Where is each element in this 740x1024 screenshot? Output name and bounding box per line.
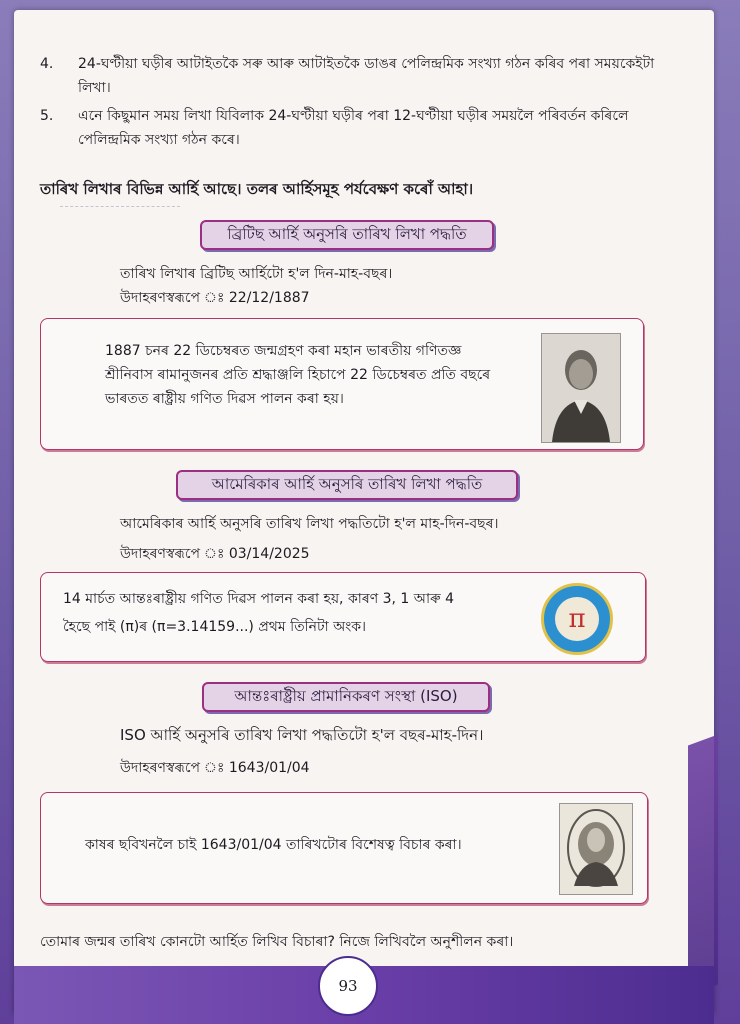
portrait-icon: [542, 334, 620, 442]
section-heading-american: আমেৰিকাৰ আৰ্হি অনুসৰি তাৰিখ লিখা পদ্ধতি: [176, 470, 518, 500]
iso-example: উদাহৰণস্বৰূপে ঃ 1643/01/04: [120, 760, 310, 776]
item-text: 24-ঘণ্টীয়া ঘড়ীৰ আটাইতকৈ সৰু আৰু আটাইতকৈ ডাঙৰ পেলিন্দ্ৰমিক সংখ্যা গঠন কৰিব পৰা সময়কেইটা লিখা।: [78, 56, 655, 96]
section-heading-british: ব্ৰিটিছ আৰ্হি অনুসৰি তাৰিখ লিখা পদ্ধতি: [200, 220, 494, 250]
british-line-1: তাৰিখ লিখাৰ ব্ৰিটিছ আৰ্হিটো হ'ল দিন-মাহ-বছৰ।: [120, 266, 393, 282]
card-text: 1887 চনৰ 22 ডিচেম্বৰত জন্মগ্ৰহণ কৰা মহান ভাৰতীয় গণিতজ্ঞ শ্ৰীনিবাস ৰামানুজনৰ প্ৰতি শ্ৰদ্ধাঞ্জলি হিচাপে 22 ডিচেম্বৰত প্ৰতি বছৰে ভাৰতত ৰাষ্ট্ৰীয় গণিত দিৱস পালন কৰা হয়।: [105, 343, 491, 407]
card-text: কাষৰ ছবিখনলৈ চাই 1643/01/04 তাৰিখটোৰ বিশেষত্ব বিচাৰ কৰা।: [85, 837, 462, 853]
card-text-line-1: 14 মাৰ্চত আন্তঃৰাষ্ট্ৰীয় গণিত দিৱস পালন কৰা হয়, কাৰণ 3, 1 আৰু 4: [63, 591, 455, 607]
corner-decoration: [688, 735, 718, 996]
pi-symbol: π: [555, 597, 599, 641]
pi-badge-icon: [541, 583, 613, 655]
info-card-ramanujan: [40, 318, 644, 450]
newton-portrait-image: [559, 803, 633, 895]
american-example: উদাহৰণস্বৰূপে ঃ 03/14/2025: [120, 546, 310, 562]
card-text-line-2: হৈছে পাই (π)ৰ (π=3.14159...) প্ৰথম তিনিটা অংক।: [63, 619, 367, 635]
iso-line-1: ISO আৰ্হি অনুসৰি তাৰিখ লিখা পদ্ধতিটো হ'ল বছৰ-মাহ-দিন।: [120, 726, 484, 744]
page-number: 93: [318, 956, 378, 1016]
info-card-newton: [40, 792, 648, 904]
section-heading-iso: আন্তঃৰাষ্ট্ৰীয় প্ৰামানিকৰণ সংস্থা (ISO): [202, 682, 490, 712]
item-text: এনে কিছুমান সময় লিখা যিবিলাক 24-ঘণ্টীয়া ঘড়ীৰ পৰা 12-ঘণ্টীয়া ঘড়ীৰ সময়লৈ পৰিবৰ্তন কৰিলে পেলিন্দ্ৰমিক সংখ্যা গঠন কৰে।: [78, 108, 629, 148]
divider: [60, 206, 180, 207]
portrait-icon: [560, 804, 632, 894]
info-card-pi-day: [40, 572, 646, 662]
intro-text: তাৰিখ লিখাৰ বিভিন্ন আৰ্হি আছে। তলৰ আৰ্হিসমূহ পৰ্যবেক্ষণ কৰোঁ আহা।: [40, 180, 474, 198]
british-example: উদাহৰণস্বৰূপে ঃ 22/12/1887: [120, 290, 310, 306]
item-number: 4.: [40, 56, 54, 72]
item-number: 5.: [40, 108, 54, 124]
closing-instruction: তোমাৰ জন্মৰ তাৰিখ কোনটো আৰ্হিত লিখিব বিচাৰা? নিজে লিখিবলৈ অনুশীলন কৰা।: [40, 934, 514, 950]
american-line-1: আমেৰিকাৰ আৰ্হি অনুসৰি তাৰিখ লিখা পদ্ধতিটো হ'ল মাহ-দিন-বছৰ।: [120, 516, 499, 532]
ramanujan-portrait-image: [541, 333, 621, 443]
